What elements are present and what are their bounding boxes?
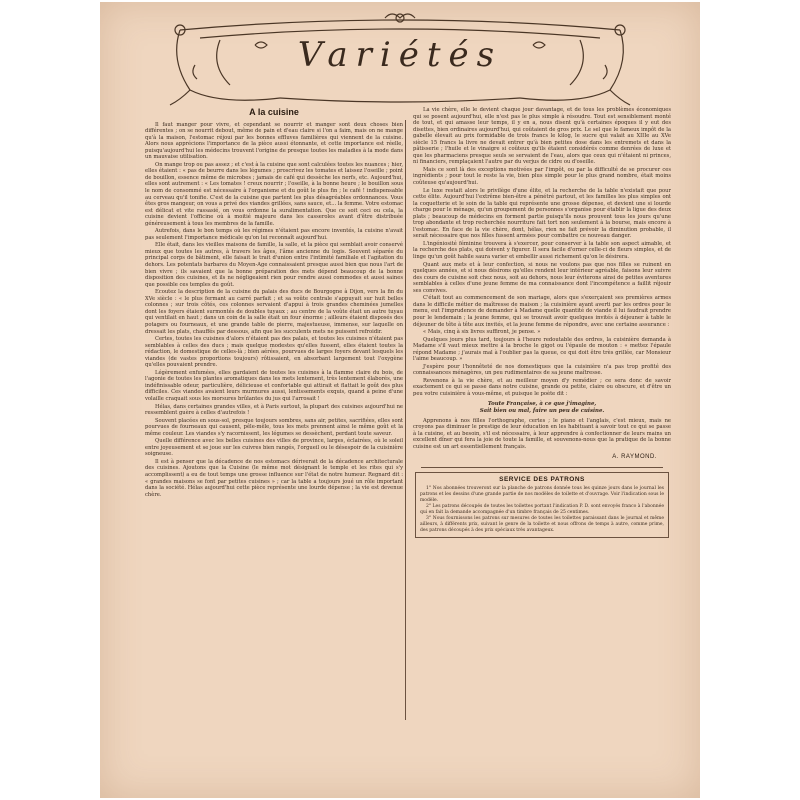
article-paragraph: Il est à penser que la décadence de nos estomacs dériverait de la décadence architecturale des cuisines. Ajoutons que la Cuisine (le même mot désignant le temple et les rites qui s'y accomplissent) a eu de tout temps une grosse influence sur l'état de notre humeur. Regnard dit : « grandes maisons se font par petites cuisines » ; car la table a toujours joué un rôle important dans la société. Hélas aujourd'hui cette pièce représente une lourde dépense ; la vie est devenue chère.: [145, 458, 403, 498]
article-title: A la cuisine: [249, 107, 299, 117]
article-paragraph: « Mais, cinq à six livres suffiront, je pense. »: [423, 329, 541, 336]
author-signature: A. RAYMOND.: [612, 454, 657, 461]
article-paragraph: Hélas, dans certaines grandes villes, et à Paris surtout, la plupart des cuisines aujourd'hui ne ressemblent guère à celles d'autrefois !: [145, 403, 403, 417]
article-paragraph: La vie chère, elle le devient chaque jour davantage, et de tous les problèmes économiques qui se posent aujourd'hui, elle n'est pas le plus simple à résoudre. Tout est sensiblement monté de tout, et qui amasse leur temps, il y en a, nous disent qu'à certaines époques il y eut des disettes, bien ordinaires aujourd'hui, qui coûtaient de gros prix. Le sel que le fameux impôt de la gabelle élevait au prix formidable de trois francs le kilog, le sucre qui valait au XIIIe au XVe siècle 15 francs la livre ne devait entrer qu'à bien petites dose dans les entremets et dans la pâtisserie ; l'huile et le vinaigre si coûteux qu'ils étaient considérés comme denrées de luxe et que les pharmaciens presque seuls se servaient de l'eau, alors que ceux qui n'étaient ni princes, ni financiers, remplaçaient l'autre par du verjus de cidre ou d'oseille.: [413, 107, 671, 166]
article-paragraph: C'était tout au commencement de son mariage, alors que s'exerçaient ses premières armes dans le difficile métier de maîtresse de maison ; la cuisinière ayant averti par les ordres pour le menu, eut l'imprudence de demander à Madame quelle quantité de viande il lui faudrait prendre pour le lendemain ; la jeune femme, qui se trouvait avoir quelques invités à déjeuner à table le déjeuner de tête à tête aux invités, et la jeune femme de répondre, avec une certaine assurance :: [413, 295, 671, 328]
poem-line: Toute Française, à ce que j'imagine,: [487, 400, 597, 407]
article-paragraph: Il faut manger pour vivre, et cependant se nourrir et manger sont deux choses bien différentes ; on se nourrit debout, même de pain et d'eau claire si l'on a faim, mais on ne mange qu'à la maison, l'estomac réjoui par les bonnes effluves familières qui viennent de la cuisine. Alors nous apprécions l'importance de la pièce aussi étonnante, et cette importance est réelle, puisqu'aujourd'hui les médecins trouvent l'origine de presque toutes les maladies à la mode dans un mauvaise utilisation.: [145, 121, 403, 161]
service-box: [415, 472, 669, 538]
poem-quote: [413, 401, 671, 415]
article-paragraph: Le luxe restait alors le privilège d'une élite, et la recherche de la table n'existait que pour cette élite. Aujourd'hui l'extrême bien-être a pénétré partout, et les familles les plus simples ont la coquetterie et le soin de la table qui représente une grosse dépense, et devient une si lourde charge pour le ménage, qu'un groupement de personnes s'organise pour établir la ligue des deux plats ; beaucoup de médecins en forment partie puisqu'ils nous prouvent tous les jours qu'une trop abondante et trop recherchée nourriture fait tort non seulement à la bourse, mais encore à l'estomac. En face de la vie chère, dont, hélas, rien ne fait prévoir la diminution probable, il serait nécessaire que nos filles fussent armées pour combattre ce nouveau danger.: [413, 187, 671, 240]
article-paragraph: J'espère pour l'honnêteté de nos domestiques que la cuisinière n'a pas trop profité des connaissances ménagères, un peu rudimentaires de sa jeune maîtresse.: [413, 363, 671, 377]
article-paragraph: Revenons à la vie chère, et au meilleur moyen d'y remédier ; ce sera donc de savoir exactement ce qui se passe dans notre cuisine, grande ou petite, claire ou obscure, et d'être un peu votre cuisinière à vous-même, et puisque le poète dit :: [413, 377, 671, 397]
article-paragraph: L'ingéniosité féminine trouvera à s'exercer, pour conserver à la table son aspect aimable, et la recherche des plats, qui doivent y figurer. Il sera facile d'orner celle-ci de fleurs simples, et de linge qu'un goût habile saura varier et embellir aussi richement qu'on le désirera.: [413, 240, 671, 261]
article-paragraph: Quelques jours plus tard, toujours à l'heure redoutable des ordres, la cuisinière demanda à Madame s'il vaut mieux mettre à la broche le gigot ou l'épaule de mouton : « mettez l'épaule répond Madame ; j'aurais mal à l'oublier pas la queue, ce qui doit être très grillée, car Monsieur l'aime beaucoup. »: [413, 336, 671, 363]
article-paragraph: Légèrement enfumées, elles gardaient de toutes les cuisines à la flamme claire du bois, de l'agonie de toutes les plantes aromatiques dans les mets lentement, très lentement élaborés, une indéfinissable odeur, particulière, délicieuse et confortable qui attirait et flattait le goût des plus difficiles. Ces viandes avaient leurs murmures aussi, lentissements exquis, quand à peine d'une volaille craquait sous les morsures brûlantes du jus qui l'arrosait !: [145, 369, 403, 402]
masthead: [160, 10, 640, 110]
article-paragraph: Quelle différence avec les belles cuisines des villes de province, larges, éclairées, où le soleil entre joyeusement et se joue sur les cuivres bien rangés, l'orgueil ou le désespoir de la cuisinière soigneuse.: [145, 438, 403, 458]
masthead-title: Variétés: [297, 35, 503, 75]
article-paragraph: Autrefois, dans le bon temps où les régimes n'étaient pas encore inventés, la cuisine n'avait pas seulement l'importance médicale qu'on lui reconnaît aujourd'hui.: [145, 228, 403, 241]
column-divider: [405, 120, 406, 720]
article-paragraph: Certes, toutes les cuisines d'alors n'étaient pas des palais, et toutes les cuisines n'étaient pas semblables à celles des ducs ; mais quelque modestes qu'elles fussent, elles étaient toutes la rédaction, le domestique de celles-là ; bien aérées, pourvues de larges foyers devant lesquels les viandes (de vastes proportions toujours) rôtissaient, en absorbant largement tout l'oxygène qu'elles pouvaient prendre.: [145, 336, 403, 369]
poem-line: Sait bien ou mal, faire un peu de cuisine.: [479, 407, 605, 414]
service-item: 3° Nous fournissons les patrons sur mesures de toutes les toilettes paraissant dans le journal et même ailleurs, à différents prix, suivant le genre de la toilette et nous offrons de temps à autre, comme prime, des patrons découpés à des prix spéciaux très avantageux.: [420, 516, 664, 533]
service-title: SERVICE DES PATRONS: [499, 475, 585, 483]
newspaper-page: [100, 2, 700, 798]
article-paragraph: Quant aux mets et à leur confection, si nous ne voulons pas que nos filles se ruinent en quelques années, et si nous désirons qu'elles rendent leur intérieur agréable, faisons leur suivre des cours de cuisine soit chez nous, soit au dehors, nous leur éviterons ainsi de petites aventures semblables à celles d'une jeune femme de ma connaissance dont l'incompétence a faillit réjouir ses convives.: [413, 261, 671, 294]
article-paragraph: Souvent placées en sous-sol, presque toujours sombres, sans air, petites, sacrifiées, elles sont pourvues de fourneaux qui causent, pêle-mêle, tous les mets prennent ainsi le même goût et la même couleur. Les viandes s'y racornissent, les légumes se dessèchent, perdant toute saveur.: [145, 417, 403, 437]
article-paragraph: Mais ce sont là des exceptions motivées par l'impôt, ou par la difficulté de se procurer ces ingrédients ; pour tout le reste la vie, bien plus simple pour le plus grand nombre, était moins coûteuse qu'aujourd'hui.: [413, 166, 671, 187]
article-paragraph: Apprenons à nos filles l'orthographe, certes ; le piano et l'anglais, c'est mieux, mais ne croyons pas diminuer le prestige de leur éducation en les habituant à savoir tout ce qui se passe à la cuisine, et au besoin, s'il est nécessaire, à leur apprendre à confectionner de leurs mains un excellent dîner qui fera la joie de toute la famille, et souvenons-nous que la pratique de la bonne cuisine est un art essentiellement français.: [413, 417, 671, 450]
article-paragraph: On mange trop ou pas assez ; et c'est à la cuisine que sont calculées toutes les nuances ; hier, elles étaient : « pas de beurre dans les légumes ; proscrivez les tomates et laissez l'oseille ; point de bouillon, essence même de microbes ; jamais de café qui dessèche les nerfs, etc. Aujourd'hui, elles sont autrement : « Les tomates ! creux nourrir ; l'oseille, à la bonne heure ; le bouillon sous le nom de consommé est nécessaire à l'organisme et du goût le plus fin ; le café ! indispensable au cerveau qu'il tonifie. C'est de la cuisine que partent les plus désagréables ordonnances. Vous êtes gros mangeur, on vous a privé des viandes grillées, sans sauce, et... la femme. Votre estomac est délicat et vite rassasié, on vous ordonne la suralimentation. Que ce soit ceci ou cela, la cuisine devient l'officine où à moitié majeure dans les casseroles avant d'être distribuée généreusement à tous les membres de la famille.: [145, 161, 403, 227]
article-paragraph: Elle était, dans les vieilles maisons de famille, la salle, et la pièce qui semblait avoir conservé mieux que toutes les autres, à travers les âges, l'âme ancienne du logis. Souvent séparée du principal corps de bâtiment, elle faisait le trait d'union entre l'intimité familiale et l'agitation du dehors. Les potentats barbares du Moyen-Age connaissaient presque aussi bien que nous l'art de bien vivre ; ils savaient que la bonne préparation des mets dépend beaucoup de la bonne disposition des cuisines, et ils ne négligeaient rien pour rendre aussi commodes et aussi saines que possible ces temples du goût.: [145, 242, 403, 288]
service-item: 2° Les patrons découpés de toutes les toilettes portant l'indication P. D. sont envoyés franco à l'abonnée qui en fait la demande accompagnée d'un timbre français de 25 centimes.: [420, 504, 664, 515]
right-column: [413, 107, 671, 538]
section-separator: [421, 467, 663, 468]
service-item: 1° Nos abonnées trouveront sur la planche de patrons donnée tous les quinze jours dans le journal les patrons et les dessins d'une grande partie de nos modèles de toilette et d'ouvrage. Voir l'indication sous le modèle.: [420, 486, 664, 503]
left-column: [145, 107, 403, 499]
article-paragraph: Ecoutez la description de la cuisine du palais des ducs de Bourgogne à Dijon, vers la fin du XVe siècle : « le plus fermant au carré parfait ; et sa voûte centrale s'appuyait sur huit belles colonnes ; sur trois côtés, ces colonnes servaient d'appui à trois grandes cheminées jumelles dont les foyers étaient surmontés de doubles tuyaux ; au centre de la voûte était un autre tuyau qui ventilait en haut ; dans un coin de la salle était un four énorme ; ailleurs étaient disposés des potagers ou fourneaux, et une grande table de pierre, majestueuse, immense, sur laquelle on dressait les plats, chauffés par dessous, afin que les succulents mets ne puissent refroidir.: [145, 289, 403, 335]
